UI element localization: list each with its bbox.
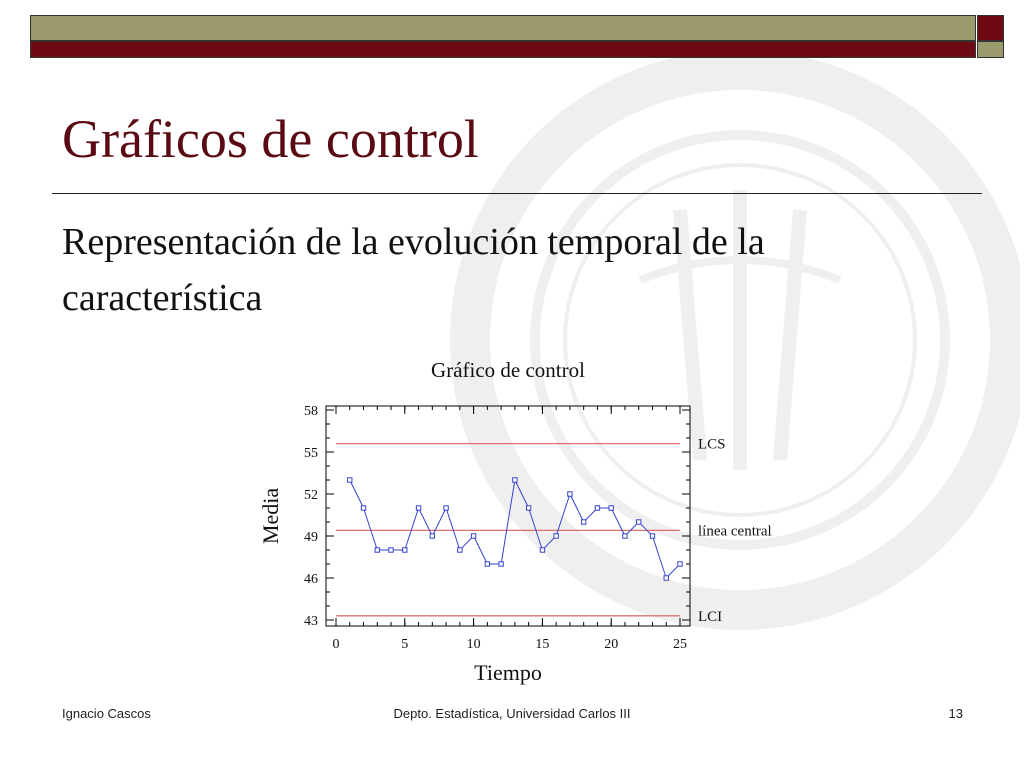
data-point-marker [526, 506, 530, 510]
x-axis-ticks [333, 406, 688, 652]
x-axis-label: Tiempo [474, 660, 542, 685]
data-point-marker [637, 520, 641, 524]
data-point-marker [581, 520, 585, 524]
y-tick-label: 43 [304, 614, 318, 629]
data-point-marker [416, 506, 420, 510]
control-chart [240, 350, 800, 690]
y-axis-label: Media [258, 487, 283, 545]
data-point-marker [403, 548, 407, 552]
chart-title: Gráfico de control [431, 358, 585, 382]
data-point-marker [348, 478, 352, 482]
data-point-marker [623, 534, 627, 538]
x-tick-label: 5 [401, 637, 409, 652]
plot-frame [326, 406, 690, 626]
title-divider [52, 193, 982, 194]
x-tick-label: 10 [466, 637, 481, 652]
header-bar-olive [30, 15, 976, 41]
data-point-marker [540, 548, 544, 552]
x-tick-label: 20 [604, 637, 619, 652]
y-tick-label: 55 [304, 446, 318, 461]
data-point-marker [458, 548, 462, 552]
slide-body-text [62, 214, 962, 326]
data-point-marker [430, 534, 434, 538]
axis-minor-ticks [326, 406, 690, 626]
data-point-marker [568, 492, 572, 496]
y-tick-label: 52 [304, 488, 318, 503]
data-point-marker [444, 506, 448, 510]
footer-author: Ignacio Cascos [62, 706, 151, 721]
data-point-marker [375, 548, 379, 552]
footer-page-number: 13 [948, 706, 963, 721]
control-line-label: LCS [698, 436, 726, 453]
footer-department: Depto. Estadística, Universidad Carlos III [393, 706, 631, 721]
body-line-2: característica [62, 277, 263, 319]
x-tick-label: 15 [535, 637, 550, 652]
y-tick-label: 58 [304, 404, 318, 419]
data-point-marker [650, 534, 654, 538]
header-bar-red [30, 41, 976, 58]
data-point-marker [664, 576, 668, 580]
header-decoration-bars [30, 15, 1005, 59]
data-point-marker [513, 478, 517, 482]
y-tick-label: 49 [304, 530, 318, 545]
control-line-label: línea central [698, 523, 772, 540]
series-line [350, 480, 680, 578]
body-line-1: Representación de la evolución temporal de la [62, 221, 765, 263]
control-limit-lines [336, 437, 772, 625]
data-point-marker [499, 562, 503, 566]
data-point-marker [678, 562, 682, 566]
data-point-marker [361, 506, 365, 510]
data-point-marker [595, 506, 599, 510]
header-square-olive [977, 41, 1004, 58]
series-media [348, 478, 683, 580]
header-square-red [977, 15, 1004, 41]
slide-title: Gráficos de control [62, 109, 479, 169]
data-point-marker [471, 534, 475, 538]
data-point-marker [389, 548, 393, 552]
y-tick-label: 46 [304, 572, 318, 587]
control-line-label: LCI [698, 608, 723, 625]
data-point-marker [609, 506, 613, 510]
x-tick-label: 0 [332, 637, 340, 652]
x-tick-label: 25 [673, 637, 687, 652]
y-axis-ticks [304, 404, 690, 629]
data-point-marker [554, 534, 558, 538]
data-point-marker [485, 562, 489, 566]
